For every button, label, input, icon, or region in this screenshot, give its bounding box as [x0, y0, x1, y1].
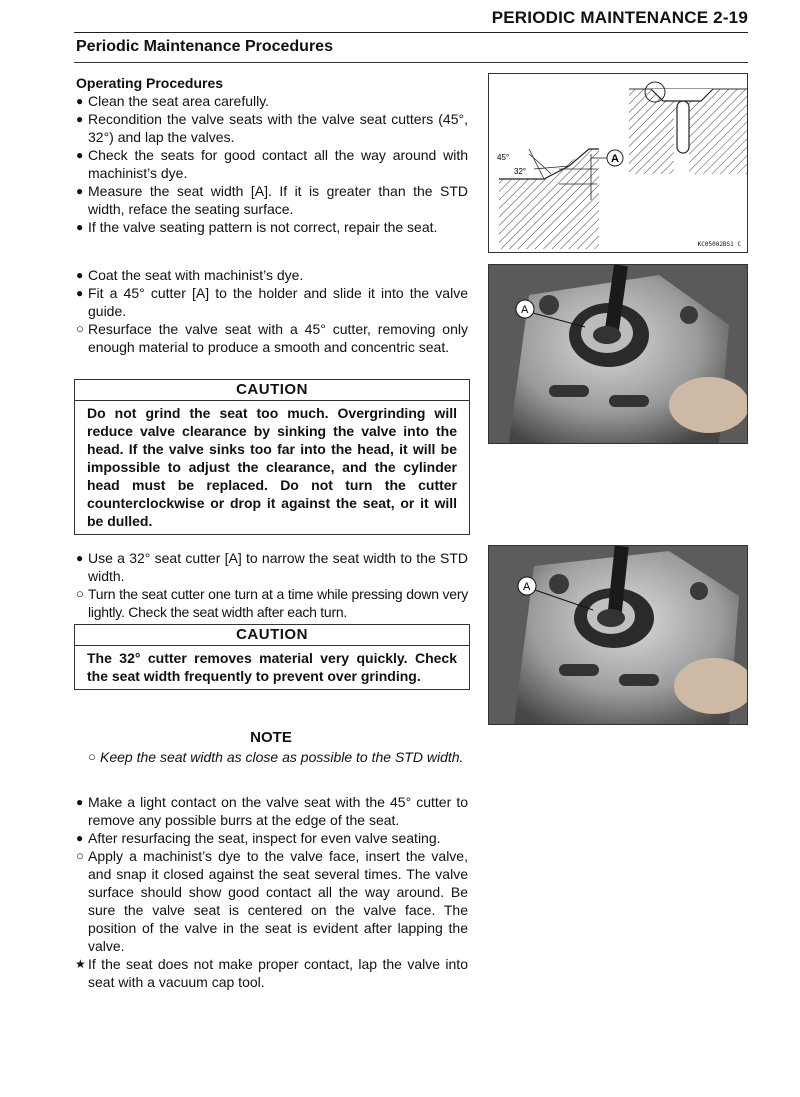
bullet-marker: ●	[76, 148, 84, 162]
circle-marker: ○	[88, 749, 96, 764]
operating-procedures-title: Operating Procedures	[76, 75, 224, 91]
head-bolt-hole	[549, 574, 569, 594]
circle-marker: ○	[76, 848, 84, 863]
list-item: ● Check the seats for good contact all the way around with machinist’s dye.	[76, 147, 468, 181]
list-item: ● After resurfacing the seat, inspect for even valve seating.	[76, 830, 441, 846]
valve-seat-diagram-figure	[488, 73, 748, 253]
circle-marker: ○	[76, 321, 84, 336]
bullet-marker: ●	[76, 184, 84, 198]
section-rule	[74, 62, 748, 63]
list-item: ★ If the seat does not make proper contact, lap the valve into seat with a vacuum cap tool.	[75, 956, 468, 990]
caution-text: The 32° cutter removes material very quickly. Check the seat width frequently to prevent over grinding.	[87, 650, 457, 684]
callout-a-label: A	[611, 153, 619, 165]
callout-a-label: A	[523, 581, 531, 593]
figure-caption-code: KC05002BS1 C	[697, 241, 741, 248]
page-header-title: PERIODIC MAINTENANCE 2-19	[491, 8, 748, 27]
cutter-45-photo	[489, 265, 747, 443]
list-item: ● Coat the seat with machinist’s dye.	[76, 267, 304, 283]
resurfacing-block	[76, 793, 468, 991]
bullet-marker: ●	[76, 795, 84, 809]
oil-passage	[609, 395, 649, 407]
list-item: ○ Resurface the valve seat with a 45° cutter, removing only enough material to produce a smooth and concentric seat.	[76, 321, 468, 355]
bullet-marker: ●	[76, 831, 84, 845]
cutter-32-block	[76, 549, 468, 621]
callout-a-label: A	[521, 304, 529, 316]
list-item: ● Recondition the valve seats with the valve seat cutters (45°, 32°) and lap the valves.	[76, 111, 468, 145]
list-item: ● Clean the seat area carefully.	[76, 93, 270, 109]
list-item: ● If the valve seating pattern is not correct, repair the seat.	[76, 219, 438, 235]
header-rule	[74, 32, 748, 33]
list-item: ● Measure the seat width [A]. If it is greater than the STD width, reface the seating surface.	[76, 183, 468, 217]
list-item: ○ Turn the seat cutter one turn at a time while pressing down very lightly. Check the seat width after each turn.	[76, 586, 468, 620]
bullet-marker: ●	[76, 94, 84, 108]
cutter-32-photo-figure	[488, 545, 748, 725]
angle-line-45	[529, 149, 544, 179]
note-heading: NOTE	[250, 729, 292, 746]
star-marker: ★	[75, 957, 86, 971]
hand-shape	[669, 377, 747, 433]
valve-seat-diagram	[489, 74, 747, 252]
list-item: ● Use a 32° seat cutter [A] to narrow the seat width to the STD width.	[76, 550, 468, 584]
head-bolt-hole	[539, 295, 559, 315]
valve-stem-shape	[677, 101, 689, 153]
cutter-45-block	[76, 266, 468, 356]
caution-box-overgrinding	[74, 379, 470, 535]
operating-procedures-block	[76, 74, 468, 236]
list-item: ● Fit a 45° cutter [A] to the holder and slide it into the valve guide.	[76, 285, 468, 319]
section-title: Periodic Maintenance Procedures	[76, 38, 333, 55]
caution-text: Do not grind the seat too much. Overgrinding will reduce valve clearance by sinking the valve into the head. If the valve sinks too far into the head, it will be impossible to adjust the clearance, and the cylinder head must be replaced. Do not turn the cutter counterclockwise or drop it against the seat, or it will be dulled.	[87, 405, 457, 529]
list-item: ○ Apply a machinist’s dye to the valve face, insert the valve, and snap it closed against the seat several times. The valve surface should show good contact all the way around. Be sure the valve seat is centered on the valve face. The position of the valve in the seat is evident after lapping the valve.	[76, 848, 468, 954]
cutter-body	[593, 326, 621, 344]
caution-box-32-cutter	[74, 624, 470, 690]
bullet-marker: ●	[76, 268, 84, 282]
seat-section-enlarged	[499, 149, 599, 249]
bullet-marker: ●	[76, 112, 84, 126]
oil-passage	[619, 674, 659, 686]
caution-heading: CAUTION	[75, 625, 469, 646]
list-item: ● Make a light contact on the valve seat with the 45° cutter to remove any possible burrs at the edge of the seat.	[76, 794, 468, 828]
angle-label-32: 32°	[514, 167, 527, 176]
cutter-32-photo	[489, 546, 747, 724]
bullet-marker: ●	[76, 551, 84, 565]
bullet-marker: ●	[76, 286, 84, 300]
bullet-marker: ●	[76, 220, 84, 234]
head-bolt-hole	[690, 582, 708, 600]
oil-passage	[559, 664, 599, 676]
note-text	[88, 748, 468, 766]
list-item: ○ Keep the seat width as close as possible to the STD width.	[88, 749, 464, 765]
caution-heading: CAUTION	[75, 380, 469, 401]
circle-marker: ○	[76, 586, 84, 601]
cutter-45-photo-figure	[488, 264, 748, 444]
head-bolt-hole	[680, 306, 698, 324]
oil-passage	[549, 385, 589, 397]
angle-label-45: 45°	[497, 153, 510, 162]
cutter-body	[597, 609, 625, 627]
